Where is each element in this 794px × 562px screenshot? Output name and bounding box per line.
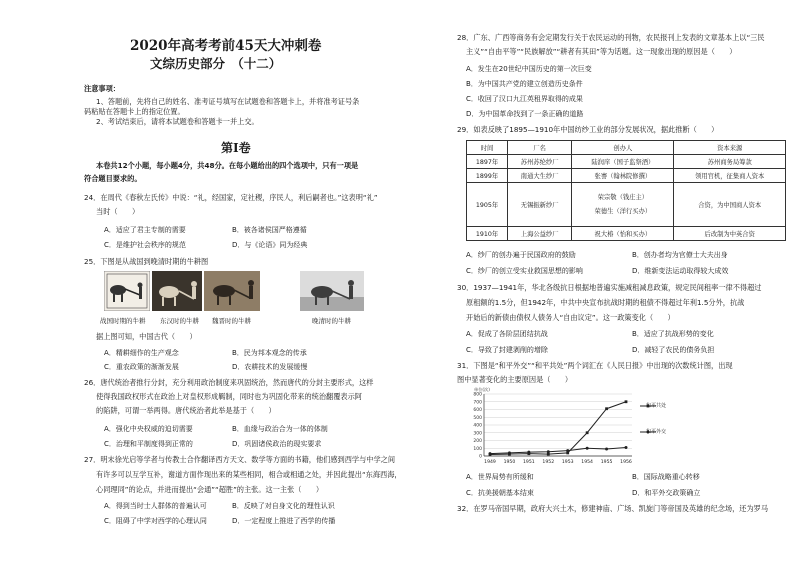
q27-option-b[interactable]: B．反映了对自身文化的理性认识 <box>232 502 335 510</box>
table-cell: 苏州商务局筹款 <box>674 155 786 169</box>
y-tick-label: 200 <box>473 439 482 445</box>
q29-option-b[interactable]: B．创办者均为官僚士大夫出身 <box>632 251 728 259</box>
table-cell: 1910年 <box>467 227 508 241</box>
q27-stem: 27．明末徐光启等学者与传教士合作翻译西方天文、数学等方面的书籍，他们感到西学与中学之间 <box>84 455 396 464</box>
table-cell: 上海公益纱厂 <box>508 227 572 241</box>
ox-plough-image-eastern-han <box>152 271 202 311</box>
q30-stem: 30．1937—1941年，华北各级抗日根据地普遍实施减租减息政策，规定民间租率一律不得超过 <box>457 283 762 292</box>
q26-option-a[interactable]: A．强化中央权威的迫切需要 <box>104 425 193 433</box>
table-row <box>467 169 786 183</box>
q24-option-c[interactable]: C．是维护社会秩序的规范 <box>104 241 186 249</box>
q31-option-b[interactable]: B．国际战略重心转移 <box>632 473 700 481</box>
q26-option-c[interactable]: C．治理和平制度得到正常的 <box>104 440 193 448</box>
data-point <box>547 450 550 453</box>
q31-option-d[interactable]: D．和平外交政策确立 <box>632 489 701 497</box>
data-point <box>508 451 511 454</box>
x-tick-label: 1951 <box>523 460 535 465</box>
table-cell: 1897年 <box>467 155 508 169</box>
y-tick-label: 500 <box>473 415 482 421</box>
data-point <box>625 400 628 403</box>
x-tick-label: 1950 <box>503 460 516 465</box>
table-row <box>467 227 786 241</box>
y-tick-label: 700 <box>473 400 482 406</box>
q26-stem: 使得我国政权形式在政治上对皇权形成羁制，同时也为巩固化带来的统治翻覆表示阿 <box>96 392 362 401</box>
q31-option-c[interactable]: C．抗美援朝基本结束 <box>466 489 534 497</box>
q29-stem: 29．如表反映了1895—1910年中国纺纱工业的部分发展状况，据此推断（ ） <box>457 125 719 134</box>
ox-plough-image-late-qing <box>300 271 364 311</box>
table-row <box>467 155 786 169</box>
q24-stem: 24．在周代《春秋左氏传》中说：“礼，经国家，定社稷，序民人，利后嗣者也。”这表明“礼” <box>84 193 378 202</box>
q28-option-a[interactable]: A．发生在20世纪中国历史的第一次巨变 <box>466 65 592 73</box>
ox-plough-image-wei-jin <box>204 271 260 311</box>
data-point <box>605 448 608 451</box>
image-caption: 战国时期的牛耕 <box>100 317 146 325</box>
data-point <box>586 431 589 434</box>
q28-stem: 28．广东、广西等商务有会定期发行关于农民运动的刊物，农民报刊上发表的文章基本上以“三民 <box>457 33 765 42</box>
data-point <box>566 449 569 452</box>
q24-option-a[interactable]: A．适应了君主专制的需要 <box>104 226 186 234</box>
table-cell: 无锡振新纱厂 <box>508 183 572 227</box>
q25-option-d[interactable]: D．农耕技术的发展缓慢 <box>232 363 308 371</box>
image-caption: 魏晋时的牛耕 <box>212 317 251 325</box>
y-tick-label: 800 <box>473 392 482 398</box>
q28-stem: 主义”“自由平等”“民族解放”“耕者有其田”等为话题。这一现象出现的原因是（ ） <box>466 47 737 56</box>
notes-line: 码粘贴在答题卡上的指定位置。 <box>84 107 185 116</box>
x-tick-label: 1954 <box>581 460 593 465</box>
y-tick-label: 600 <box>473 408 482 414</box>
q25-stem: 25．下图是从战国到晚清时期的牛耕图 <box>84 257 209 266</box>
image-caption: 晚清时的牛耕 <box>312 317 351 325</box>
table-row <box>467 183 786 227</box>
exam-subtitle: 文综历史部分 （十二） <box>150 56 282 71</box>
table-cell: 祝大椿（怡和买办） <box>572 227 674 241</box>
data-point <box>489 452 492 455</box>
section-intro: 本卷共12个小题，每小题4分，共48分。在每小题给出的四个选项中，只有一项是 <box>96 161 359 170</box>
spinning-mills-table <box>466 140 786 241</box>
q24-option-d[interactable]: D．与《论语》同为经典 <box>232 241 308 249</box>
y-tick-label: 300 <box>473 431 482 437</box>
x-tick-label: 1956 <box>620 460 632 465</box>
q24-stem: 当时（ ） <box>96 207 140 216</box>
chart-legend-label: 和平共处 <box>646 403 667 409</box>
q28-option-d[interactable]: D．为中国革命找到了一条正确的道路 <box>466 110 584 118</box>
q28-option-b[interactable]: B．为中国共产党的建立创造历史条件 <box>466 80 583 88</box>
table-header-row <box>467 141 786 155</box>
q29-option-a[interactable]: A．纱厂的创办遍于民国政府的鼓励 <box>466 251 576 259</box>
q29-option-c[interactable]: C．纱厂的创立受实业救国思想的影响 <box>466 267 583 275</box>
table-cell: 苏州苏纶纱厂 <box>508 155 572 169</box>
q30-stem: 原租额的1.5分，但1942年，中共中央宣布抗战时期的租债不得超过年利1.5分外，抗战 <box>466 298 745 307</box>
q31-option-a[interactable]: A．世界局势有所缓和 <box>466 473 534 481</box>
table-cell: 领用官机，征集商人资本 <box>674 169 786 183</box>
q30-stem: 开始后的新债由债权人债务人“自由议定”。这一政策变化（ ） <box>466 313 675 322</box>
q32-stem: 32．在罗马帝国早期，政府大兴土木，修建神庙、广场、凯旋门等帝国及英雄的纪念场，还为罗马 <box>457 504 769 513</box>
data-point <box>625 446 628 449</box>
y-tick-label: 100 <box>473 446 482 452</box>
notes-line: 1、答题前，先将自己的姓名、准考证号填写在试题卷和答题卡上，并将准考证号条 <box>96 97 360 106</box>
y-axis-label: 单位(次) <box>474 387 490 392</box>
table-cell: 1899年 <box>467 169 508 183</box>
q24-option-b[interactable]: B．被各诸侯国严格遵循 <box>232 226 307 234</box>
table-cell: 1905年 <box>467 183 508 227</box>
q31-stem: 图中显著变化的主要原因是（ ） <box>457 375 573 384</box>
section-intro: 符合题目要求的。 <box>84 174 142 183</box>
data-point <box>605 407 608 410</box>
q31-stem: 31．下图是“和平外交”“和平共处”两个词汇在《人民日报》中出现的次数统计图，出现 <box>457 361 733 370</box>
data-point <box>586 447 589 450</box>
q30-option-d[interactable]: D．减轻了农民的债务负担 <box>632 346 715 354</box>
y-tick-label: 0 <box>479 454 482 460</box>
q30-option-a[interactable]: A．促成了各阶层团结抗战 <box>466 330 548 338</box>
q26-stem: 的陷阱，可谓一举两得。唐代统治者此举是基于（ ） <box>96 406 276 415</box>
notes-line: 2、考试结束后，请将本试题卷和答题卡一并上交。 <box>96 117 259 126</box>
data-point <box>527 451 530 454</box>
q26-option-d[interactable]: D．巩固诸侯政治的现实要求 <box>232 440 322 448</box>
table-cell: 荣宗敬（钱庄主） 荣德生（洋行买办） <box>572 183 674 227</box>
q27-option-a[interactable]: A．得到当时士人群体的普遍认可 <box>104 502 207 510</box>
q25-stem: 据上图可知，中国古代（ ） <box>96 332 197 341</box>
ox-plough-image-warring-states <box>104 271 150 311</box>
q30-option-b[interactable]: B．适应了抗战形势的变化 <box>632 330 714 338</box>
table-cell: 南通大生纱厂 <box>508 169 572 183</box>
q26-option-b[interactable]: B．血缘与政治合为一体的体制 <box>232 425 328 433</box>
x-tick-label: 1952 <box>542 460 555 465</box>
y-tick-label: 400 <box>473 423 482 429</box>
table-cell: 后改制为中英合资 <box>674 227 786 241</box>
table-header-cell: 厂名 <box>508 141 572 155</box>
q27-option-d[interactable]: D．一定程度上推进了西学的传播 <box>232 517 336 525</box>
x-tick-label: 1953 <box>561 460 574 465</box>
q30-option-c[interactable]: C．导致了封建剥削的增除 <box>466 346 548 354</box>
section-title: 第Ⅰ卷 <box>221 141 251 155</box>
q27-stem: 心同理同”的论点，并进而提出“会通”“超胜”的主张。这一主张（ ） <box>96 485 324 494</box>
q25-option-c[interactable]: C．重农政策的渐渐发展 <box>104 363 179 371</box>
chart-legend-label: 和平外交 <box>646 429 667 435</box>
x-tick-label: 1949 <box>484 460 496 465</box>
table-header-cell: 资本来源 <box>674 141 786 155</box>
table-header-cell: 时间 <box>467 141 508 155</box>
q25-option-a[interactable]: A．精耕细作的生产观念 <box>104 349 179 357</box>
table-header-cell: 创办人 <box>572 141 674 155</box>
word-frequency-chart <box>460 386 670 470</box>
table-cell: 陆润庠（国子监祭酒） <box>572 155 674 169</box>
table-cell: 张謇（翰林院修撰） <box>572 169 674 183</box>
q29-option-d[interactable]: D．维新变法运动取得较大成效 <box>632 267 729 275</box>
exam-title: 2020年高考考前45天大冲刺卷 <box>130 38 322 54</box>
q28-option-c[interactable]: C．收回了汉口九江英租界取得的成果 <box>466 95 583 103</box>
x-tick-label: 1955 <box>600 460 613 465</box>
q26-stem: 26．唐代统治者推行分封，充分利用政治制度来巩固统治，然而唐代的分封主要形式，这样 <box>84 378 374 387</box>
table-cell: 合资，为中国商人资本 <box>674 183 786 227</box>
image-caption: 东汉时的牛耕 <box>160 317 199 325</box>
q25-option-b[interactable]: B．民为邦本观念的传承 <box>232 349 307 357</box>
q27-stem: 有许多可以互学互补，谢道方面作现出来的某些相同，相合或相通之处，并因此提出“东海西海， <box>96 470 402 479</box>
notes-label: 注意事项： <box>84 84 120 93</box>
q27-option-c[interactable]: C．阻碍了中学对西学的心理认同 <box>104 517 207 525</box>
